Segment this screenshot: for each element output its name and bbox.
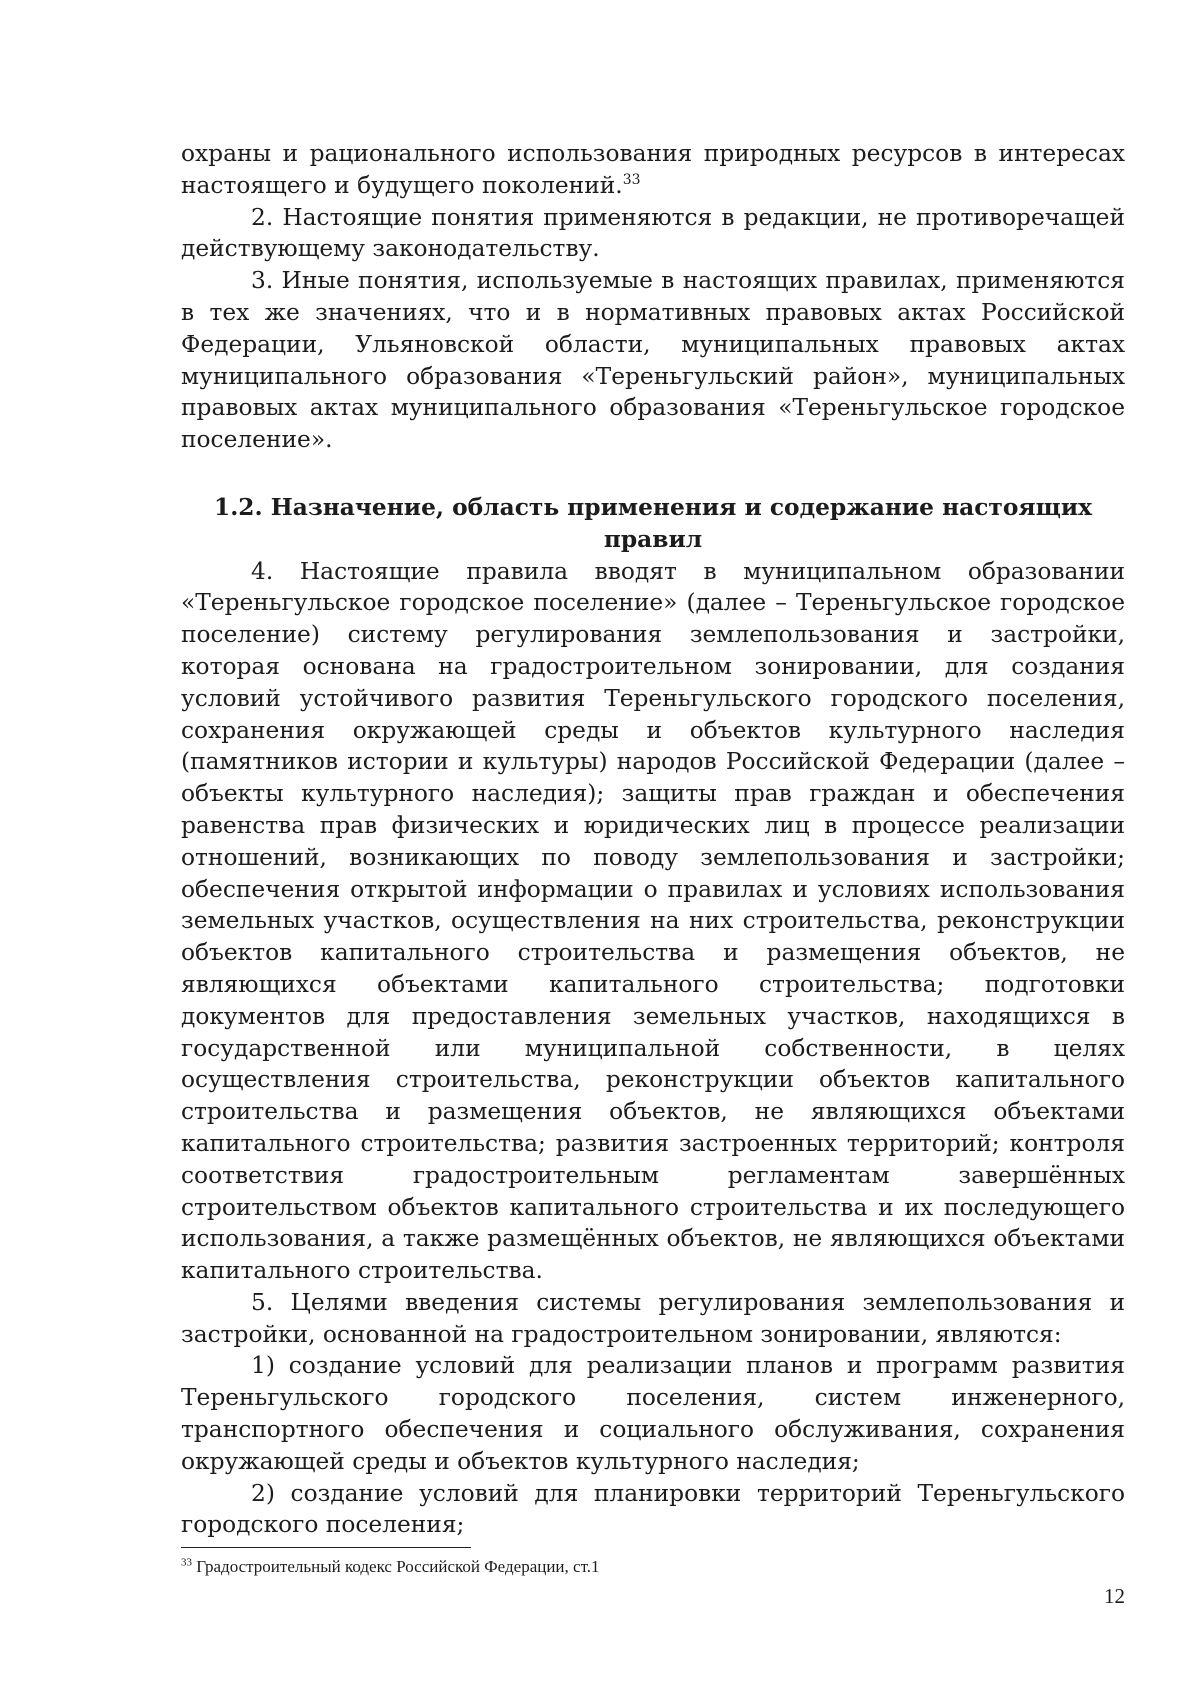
footnote-divider (181, 1547, 471, 1548)
footnote-reference[interactable]: 33 (622, 172, 641, 189)
paragraph-2: 2. Настоящие понятия применяются в редакции, не противоречащей действующему законодательству. (181, 203, 1125, 263)
paragraph-4: 4. Настоящие правила вводят в муниципальном образовании «Тереньгульское городское поселение» (далее – Тереньгульское городское поселение) систему регулирования землепользования и застройки, которая основана на градостроительном зонировании, для создания условий устойчивого развития Тереньгульского городского поселения, сохранения окружающей среды и объектов культурного наследия (памятников истории и культуры) народов Российской Федерации (далее – объекты культурного наследия); защиты прав граждан и обеспечения равенства прав физических и юридических лиц в процессе реализации отношений, возникающих по поводу землепользования и застройки; обеспечения открытой информации о правилах и условиях использования земельных участков, осуществления на них строительства, реконструкции объектов капитального строительства и размещения объектов, не являющихся объектами капитального строительства; подготовки документов для предоставления земельных участков, находящихся в государственной или муниципальной собственности, в целях осуществления строительства, реконструкции объектов капитального строительства и размещения объектов, не являющихся объектами капитального строительства; развития застроенных территорий; контроля соответствия градостроительным регламентам завершённых строительством объектов капитального строительства и их последующего использования, а также размещённых объектов, не являющихся объектами капитального строительства. (181, 557, 1125, 1285)
page-number: 12 (1104, 1584, 1125, 1608)
list-item-1: 1) создание условий для реализации планов и программ развития Тереньгульского городского поселения, систем инженерного, транспортного обеспечения и социального обслуживания, сохранения окружающей среды и объектов культурного наследия; (181, 1352, 1125, 1475)
paragraph-3: 3. Иные понятия, используемые в настоящих правилах, применяются в тех же значениях, что и в нормативных правовых актах Российской Федерации, Ульяновской области, муниципальных правовых актах муниципального образования «Тереньгульский район», муниципальных правовых актах муниципального образования «Тереньгульское городское поселение». (181, 267, 1125, 454)
footnote-text: Градостроительный кодекс Российской Федерации, ст.1 (196, 1557, 600, 1576)
paragraph-5: 5. Целями введения системы регулирования землепользования и застройки, основанной на градостроительном зонировании, являются: (181, 1288, 1125, 1348)
footnote (181, 1556, 981, 1578)
section-gap (181, 456, 1125, 474)
paragraph-continued (181, 138, 1125, 202)
section-heading: 1.2. Назначение, область применения и содержание настоящих правил (213, 493, 1092, 553)
list-item-2: 2) создание условий для планировки территорий Тереньгульского городского поселения; (181, 1479, 1125, 1539)
footnote-number: 33 (181, 1556, 192, 1569)
document-body (181, 138, 1125, 1541)
paragraph-text: охраны и рационального использования природных ресурсов в интересах настоящего и будущего поколений. (181, 140, 1125, 199)
